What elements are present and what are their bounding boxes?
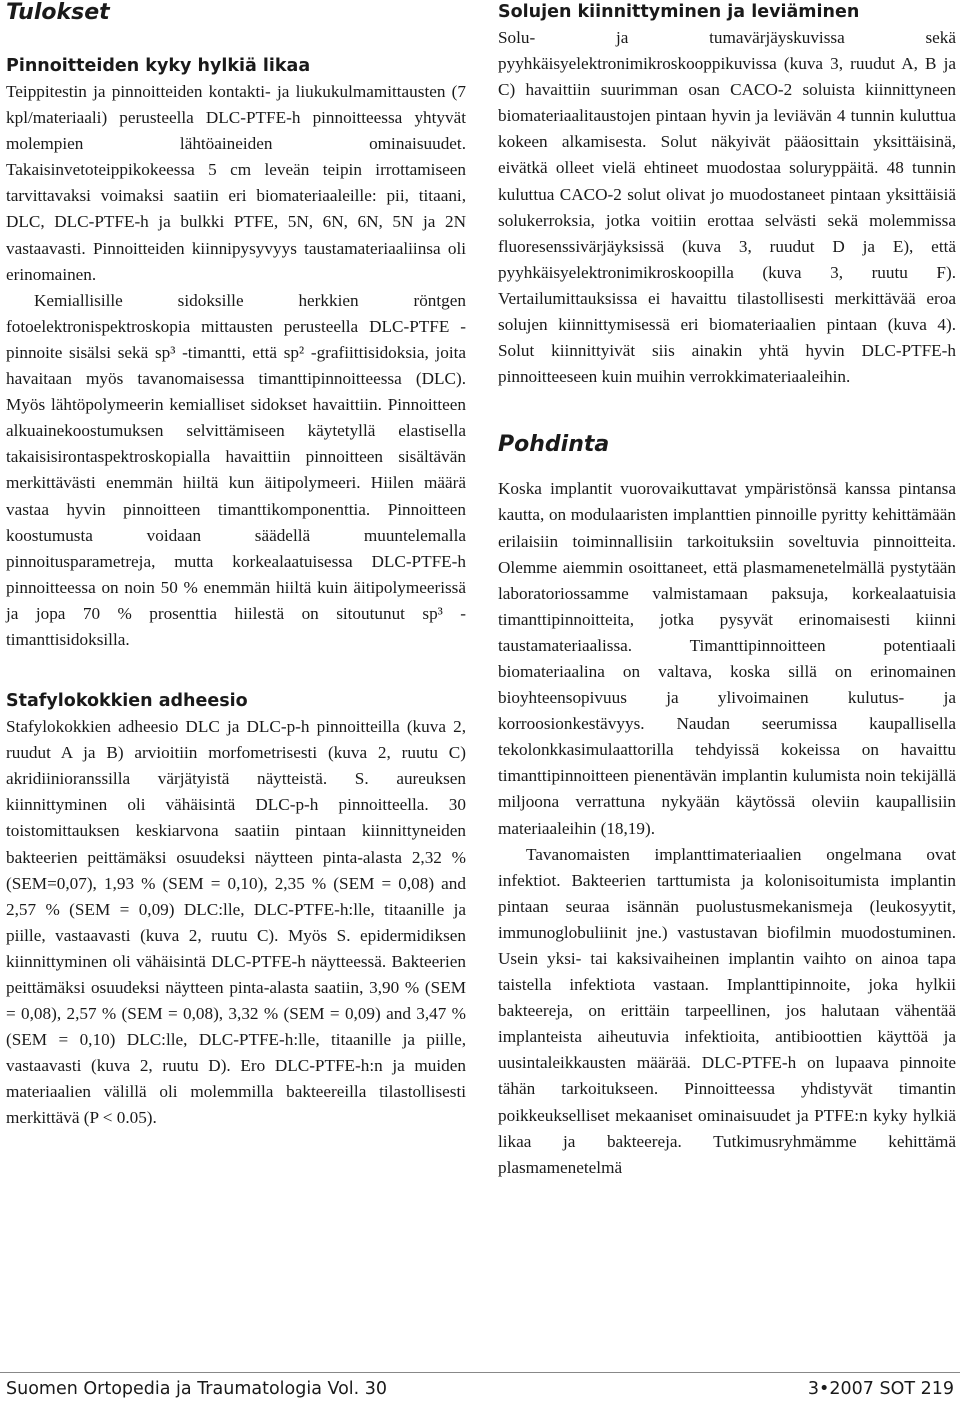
dirt-repellence-paragraph-2: Kemiallisille sidoksille herkkien röntgen fotoelektronispektroskopia mittausten perusteella DLC-PTFE -pinnoite sisälsi sekä sp³ -timantti, että sp² -grafiittisidoksia, joita havaitaan myös tavanomaisessa timanttipinnoitteessa (DLC). Myös lähtöpolymeerin kemialliset sidokset havaittiin. Pinnoitteen alkuainekoostumuksen selvittämiseen käytetyllä elastisella takaisisirontaspektroskopialla havaittiin pinnoitteen sisältävän merkittävästi enemmän hiiltä kun äitipolymeeri. Hiilen määrä vastaa hyvin pinnoitteen timanttikomponenttia. Pinnoitteen koostumusta voidaan säädellä muuntelemalla pinnoitusparametreja, mutta korkealaatuisessa DLC-PTFE-h pinnoitteessa on noin 50 % enemmän hiiltä kuin äitipolymeerissä ja jopa 70 % prosenttia hiilestä on sitoutunut sp³ -timanttisidoksilla.: [6, 290, 466, 649]
discussion-paragraph-1: Koska implantit vuorovaikuttavat ympäristönsä kanssa pintansa kautta, on modulaaristen implanttien pinnoille pyritty kehittämään erilaisiin toiminnallisiin tarkoituksiin soveltuvia pinnoitteita. Olemme aiemmin osoittaneet, että plasmamenetelmällä pystytään laboratoriossamme valmistamaan paksuja, korkealaatuisia timanttipinnoitteita, jotka pysyvät erinomaisesti kiinni taustamateriaalissa. Timanttipinnoitteen potentiaali biomateriaalina on valtava, koska sillä on erinomainen bioyhteensopivuus ja ylivoimainen kulutus- ja korroosionkestävyys. Naudan seerumissa kaupallisella tekolonkkasimulaattorilla tehdyissä kokeissa on havaittu timanttipinnoitteen pienentävän implantin kulumista noin tekijällä miljoona verrattuna nykyään käytössä oleviin kaupallisiin materiaaleihin (18,19).: [498, 479, 956, 838]
issue-page: 3•2007 SOT 219: [807, 1379, 954, 1399]
left-column: [6, 0, 466, 1132]
dirt-repellence-heading: Pinnoitteiden kyky hylkiä likaa: [6, 56, 311, 76]
journal-name: Suomen Ortopedia ja Traumatologia Vol. 30: [6, 1379, 388, 1399]
cell-adhesion-heading: Solujen kiinnittyminen ja leviäminen: [498, 2, 860, 22]
page-footer: [6, 1379, 954, 1399]
staphylococci-heading: Stafylokokkien adheesio: [6, 691, 248, 712]
dirt-repellence-paragraph-1: Teippitestin ja pinnoitteiden kontakti- ja liukukulmamittausten (7 kpl/materiaali) perusteella DLC-PTFE-h pinnoitteessa yhtyvät molempien lähtöaineiden ominaisuudet. Takaisinvetoteippikokeessa 5 cm leveän teipin irrottamiseen tarvittavaksi voimaksi saatiin eri biomateriaaleille: pii, titaani, DLC, DLC-PTFE-h ja bulkki PTFE, 5N, 6N, 6N, 5N ja 2N vastaavasti. Pinnoitteiden kiinnipysyvyys taustamateriaaliinsa oli erinomainen.: [6, 82, 466, 284]
right-column: [498, 0, 956, 1181]
discussion-title: Pohdinta: [498, 432, 610, 458]
discussion-paragraph-2: Tavanomaisten implanttimateriaalien ongelmana ovat infektiot. Bakteerien tarttumista ja kolonisoitumista implantin pintaan seuraa isännän puolustusmekanismeja (leukosyytit, immunoglobuliinit jne.) vastustavan biofilmin muodostuminen. Usein yksi- tai kaksivaiheinen implantin vaihto on ainoa tapa taistella infektiota vastaan. Implanttipinnoite, joka hylkii bakteereja, on erittäin tarpeellinen, jos halutaan vähentää implanteista aiheutuvia infektioita, antibioottien käyttöä ja uusintaleikkausten määrää. DLC-PTFE-h on lupaava pinnoite tähän tarkoitukseen. Pinnoitteessa yhdistyvät timantin poikkeukselliset mekaaniset ominaisuudet ja PTFE:n kyky hylkiä likaa ja bakteereja. Tutkimusryhmämme kehittämä plasmamenetelmä: [498, 844, 956, 1177]
footer-divider: [0, 1372, 960, 1373]
cell-adhesion-paragraph: Solu- ja tumavärjäyskuvissa sekä pyyhkäisyelektronimikroskooppikuvissa (kuva 3, ruudut A, B ja C) havaittiin suurimman osan CACO-2 soluista kiinnittyneen biomateriaalitaustojen pintaan hyvin ja leviävän 4 tunnin kuluttua kokeen alkamisesta. Solut näkyivät pääosittain yksittäisinä, eivätkä olleet vielä ehtineet muodostaa soluryppäitä. 48 tunnin kuluttua CACO-2 solut olivat jo muodostaneet pintaan yksittäisiä solukerroksia, jotka voitiin erottaa selvästi sekä molemmissa fluoresenssivärjäyksissä (kuva 3, ruudut D ja E), että pyyhkäisyelektronimikroskoopilla (kuva 3, ruutu F). Vertailumittauksissa ei havaittu tilastollisesti merkittävää eroa solujen kiinnittymisessä eri biomateriaalien pintaan (kuva 4). Solut kiinnittyivät siis ainakin yhtä hyvin DLC-PTFE-h pinnoitteeseen kuin muihin verrokkimateriaaleihin.: [498, 28, 956, 387]
staphylococci-paragraph: Stafylokokkien adheesio DLC ja DLC-p-h pinnoitteilla (kuva 2, ruudut A ja B) arvioitiin morfometrisesti (kuva 2, ruutu C) akridiinioranssilla värjätyistä näytteistä. S. aureuksen kiinnittyminen oli vähäisintä DLC-p-h pinnoitteella. 30 toistomittauksen keskiarvona saatiin pintaan kiinnittyneiden bakteerien peittämäksi osuudeksi näytteen pinta-alasta 2,32 % (SEM=0,07), 1,93 % (SEM = 0,10), 2,35 % (SEM = 0,08) and 2,57 % (SEM = 0,09) DLC:lle, DLC-PTFE-h:lle, titaanille ja piille, vastaavasti (kuva 2, ruutu C). Myös S. epidermidiksen kiinnittyminen oli vähäisintä DLC-PTFE-h näytteessä. Bakteerien peittämäksi osuudeksi näytteen pinta-alasta saatiin, 3,90 % (SEM = 0,08), 2,57 % (SEM = 0,08), 3,32 % (SEM = 0,09) and 3,47 % (SEM = 0,10) DLC:lle, DLC-PTFE-h:lle, titaanille ja piille, vastaavasti (kuva 2, ruutu D). Ero DLC-PTFE-h:n ja muiden materiaalien välillä oli molemmilla bakteereilla tilastollisesti merkittävä (P < 0.05).: [6, 717, 466, 1128]
results-title: Tulokset: [6, 0, 110, 25]
